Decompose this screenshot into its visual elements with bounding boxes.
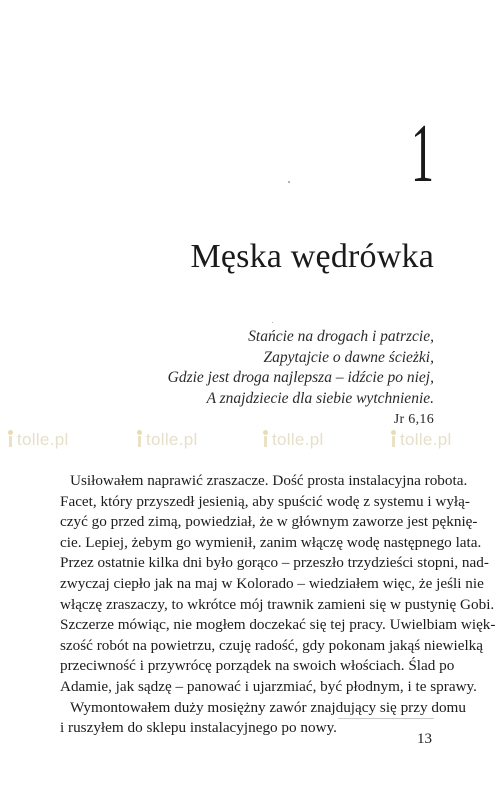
body-line: Facet, który przyszedł jesienią, aby spuścić wodę z systemu i wyłą- (60, 492, 470, 510)
body-line: włączę zraszaczy, to wkrótce mój trawnik zamieni się w pustynię Gobi. (60, 595, 495, 613)
body-line: Wymontowałem duży mosiężny zawór znajdujący się przy domu (70, 698, 466, 716)
epigraph (114, 327, 434, 431)
epigraph-line: Stańcie na drogach i patrzcie, (248, 328, 434, 345)
watermark: tolle.pl (135, 430, 198, 450)
body-line: przeciwność i przywrócę porządek na swoich włościach. Ślad po (60, 657, 455, 675)
footer-rule (338, 718, 434, 719)
lighthouse-icon (135, 430, 144, 448)
body-line: Przez ostatnie kilka dni było gorąco – przeszło trzydzieści stopni, nad- (60, 554, 489, 572)
page-number: 13 (417, 731, 432, 747)
watermark: tolle.pl (389, 430, 452, 450)
print-speck (272, 322, 273, 323)
body-line: Szczerze mówiąc, nie mogłem doczekać się tej pracy. Uwielbiam więk- (60, 616, 496, 634)
body-text (60, 471, 496, 739)
chapter-number: 1 (410, 107, 434, 200)
body-line: i ruszyłem do sklepu instalacyjnego po nowy. (60, 719, 337, 737)
watermark-row (0, 430, 496, 460)
body-line: cie. Lepiej, żebym go wymienił, zanim włączę wodę następnego lata. (60, 533, 482, 551)
print-speck (288, 181, 290, 183)
watermark: tolle.pl (261, 430, 324, 450)
watermark: tolle.pl (6, 430, 69, 450)
lighthouse-icon (389, 430, 398, 448)
body-line: szość robót na powietrzu, czuję radość, gdy pokonam jakąś niewielką (60, 636, 484, 654)
lighthouse-icon (261, 430, 270, 448)
body-line: Usiłowałem naprawić zraszacze. Dość prosta instalacyjna robota. (70, 472, 468, 489)
lighthouse-icon (6, 430, 15, 448)
body-line: Adamie, jak sądzę – panować i ujarzmiać, być płodnym, i te sprawy. (60, 677, 477, 695)
epigraph-line: Gdzie jest droga najlepsza – idźcie po niej, (167, 369, 434, 386)
chapter-title: Męska wędrówka (190, 238, 434, 275)
epigraph-line: A znajdziecie dla siebie wytchnienie. (206, 389, 434, 407)
epigraph-reference: Jr 6,16 (393, 412, 434, 427)
body-line: czyć go przed zimą, powiedział, że w głównym zaworze jest pęknię- (60, 513, 478, 531)
body-line: zwyczaj ciepło jak na maj w Kolorado – wiedziałem więc, że jeśli nie (60, 574, 484, 592)
epigraph-line: Zapytajcie o dawne ścieżki, (263, 348, 434, 366)
